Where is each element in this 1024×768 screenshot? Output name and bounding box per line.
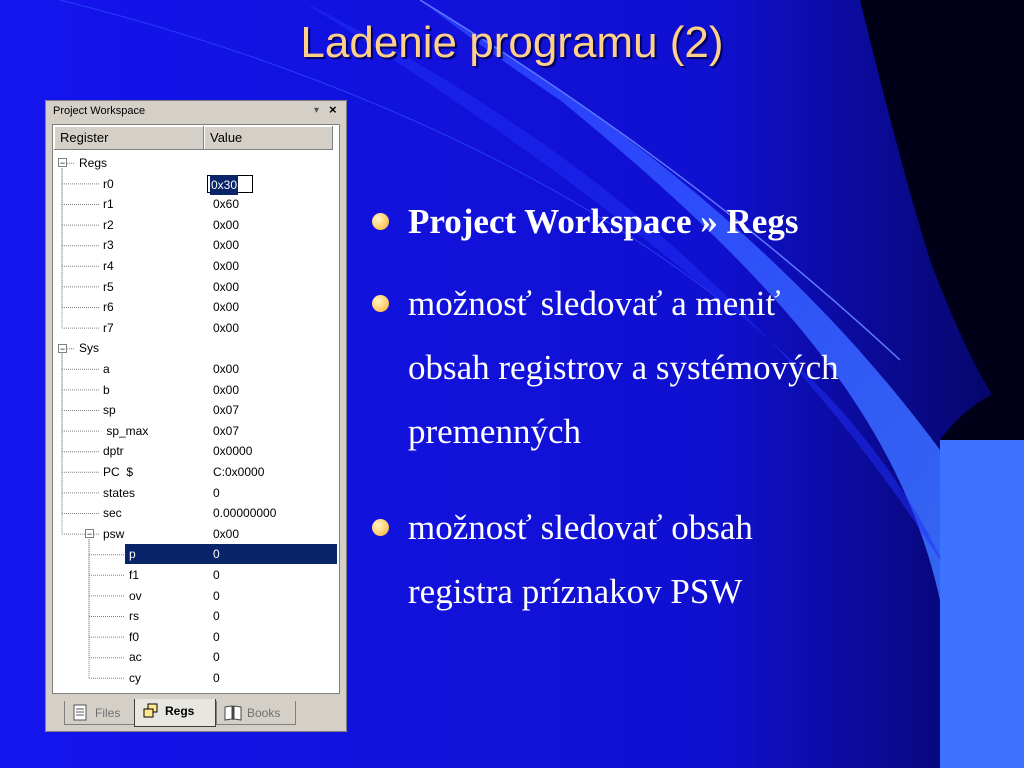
books-icon — [223, 704, 243, 722]
bullet-text: registra príznakov PSW — [408, 572, 743, 611]
register-name: a — [103, 362, 110, 376]
register-name: r3 — [103, 238, 114, 253]
tree-row[interactable] — [53, 400, 339, 420]
register-value: 0x00 — [213, 320, 240, 335]
register-name: Regs — [79, 156, 108, 170]
collapse-icon[interactable]: − — [59, 343, 66, 354]
register-name: psw — [103, 526, 125, 541]
register-name: cy — [129, 671, 141, 685]
register-value: 0.00000000 — [213, 506, 277, 521]
tree-row[interactable] — [53, 256, 339, 276]
tree-row[interactable] — [53, 194, 339, 214]
register-value: 0x00 — [213, 362, 240, 376]
register-name: ac — [129, 650, 142, 665]
register-name: b — [103, 382, 110, 397]
register-name: rs — [129, 609, 139, 624]
register-name: Sys — [79, 341, 100, 356]
bullet-dot-icon — [372, 295, 389, 312]
bullet-text: obsah registrov a systémových — [408, 348, 839, 387]
register-name: r6 — [103, 300, 114, 315]
register-name: r5 — [103, 279, 114, 294]
register-value: 0x60 — [213, 197, 240, 212]
register-value: 0 — [213, 547, 220, 562]
register-value: 0 — [213, 671, 220, 685]
register-tree-view[interactable] — [52, 124, 340, 694]
register-name: sp — [103, 403, 116, 418]
tree-row[interactable] — [53, 235, 339, 255]
tree-row[interactable] — [53, 627, 339, 647]
register-tree — [53, 125, 339, 691]
tab-regs[interactable] — [134, 699, 216, 727]
register-name: f0 — [129, 629, 140, 644]
value-edit-field[interactable] — [207, 175, 253, 193]
bullet-dot-icon — [372, 519, 389, 536]
collapse-icon[interactable]: − — [86, 529, 93, 540]
tree-row[interactable] — [53, 215, 339, 235]
register-value: 0x00 — [213, 300, 240, 315]
register-value: 0x00 — [213, 259, 240, 273]
register-name: ov — [129, 588, 142, 603]
bullet-text: premenných — [408, 412, 581, 451]
bullet-text: možnosť sledovať a meniť — [408, 284, 781, 323]
register-value: 0x07 — [213, 423, 240, 438]
project-workspace-panel — [45, 100, 347, 732]
register-value: 0x00 — [213, 526, 240, 541]
register-name: r0 — [103, 176, 114, 191]
workspace-tabs — [64, 699, 334, 727]
bullet-dot-icon — [372, 213, 389, 230]
tree-row[interactable] — [53, 318, 339, 338]
tree-row[interactable] — [53, 606, 339, 626]
tree-row[interactable] — [53, 647, 339, 667]
register-name: sec — [103, 506, 122, 521]
register-name: f1 — [129, 568, 140, 582]
tree-row[interactable] — [53, 380, 339, 400]
register-name: r1 — [103, 197, 114, 212]
close-icon[interactable]: × — [329, 102, 337, 117]
files-icon — [71, 704, 89, 722]
register-value: 0 — [213, 629, 220, 644]
register-value: C:0x0000 — [213, 465, 265, 479]
tree-row[interactable] — [53, 462, 339, 482]
register-name: dptr — [103, 444, 124, 459]
register-name: r4 — [103, 259, 114, 273]
tree-row[interactable] — [53, 503, 339, 523]
tree-row[interactable] — [53, 483, 339, 503]
workspace-titlebar[interactable] — [48, 103, 344, 119]
register-value: 0 — [213, 609, 220, 624]
register-value: 0x30 — [210, 175, 238, 195]
register-name: r2 — [103, 217, 114, 232]
tab-files-label: Files — [95, 706, 121, 720]
tree-row[interactable] — [53, 277, 339, 297]
tree-row[interactable] — [53, 153, 339, 173]
register-name: sp_max — [103, 423, 149, 438]
workspace-title: Project Workspace — [53, 105, 146, 117]
slide-title: Ladenie programu (2) — [300, 18, 724, 67]
register-value: 0 — [213, 588, 220, 603]
tab-books-label: Books — [247, 706, 281, 720]
bullet-text: možnosť sledovať obsah — [408, 508, 753, 547]
tree-row[interactable] — [53, 359, 339, 379]
register-value: 0x00 — [213, 217, 240, 232]
register-value: 0 — [213, 568, 220, 582]
tree-row[interactable] — [53, 441, 339, 461]
register-value: 0 — [213, 650, 220, 665]
tree-row[interactable] — [53, 668, 339, 688]
tree-row[interactable] — [53, 338, 339, 358]
regs-icon — [141, 702, 161, 720]
column-header-register[interactable]: Register — [54, 126, 204, 150]
collapse-icon[interactable]: − — [59, 158, 66, 169]
bullet-text: Project Workspace » Regs — [408, 202, 799, 241]
register-value: 0x00 — [213, 279, 240, 294]
register-value: 0x07 — [213, 403, 240, 418]
register-value: 0x00 — [213, 382, 240, 397]
tree-row[interactable] — [53, 524, 339, 544]
register-value: 0x0000 — [213, 444, 253, 459]
tree-row[interactable] — [53, 421, 339, 441]
register-name: r7 — [103, 320, 114, 335]
tree-row[interactable] — [53, 297, 339, 317]
register-name: states — [103, 485, 136, 500]
register-value: 0x00 — [213, 238, 240, 253]
pin-icon[interactable]: ▾ — [314, 105, 320, 116]
tree-row[interactable] — [53, 586, 339, 606]
tree-row[interactable] — [53, 174, 339, 194]
tab-books[interactable] — [216, 701, 296, 725]
tree-row[interactable] — [125, 544, 337, 564]
tab-regs-label: Regs — [165, 704, 195, 718]
tree-row[interactable] — [53, 565, 339, 585]
register-name: PC $ — [103, 465, 134, 479]
column-header-value[interactable]: Value — [204, 126, 333, 150]
register-name: p — [129, 547, 136, 562]
register-value: 0 — [213, 485, 220, 500]
tab-files[interactable] — [64, 701, 136, 725]
